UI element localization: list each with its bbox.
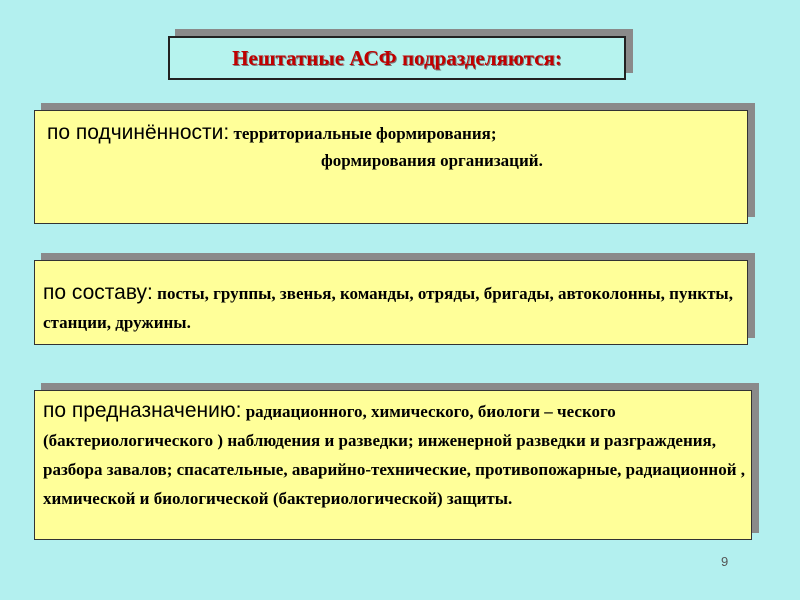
slide-title: Нештатные АСФ подразделяются: [232,45,562,70]
section-subordination [34,110,748,224]
section-purpose-text: радиационного, химического, биологи – ческого (бактериологического ) наблюдения и разведки; инженерной разведки и разграждения, разбора завалов; спасательные, аварийно-технические, противопожарные, радиационной , химической и биологической (бактериологической) защиты. [43,402,745,508]
section-subordination-line1 [47,121,497,145]
section-purpose-content [43,397,745,514]
section-composition [34,260,748,345]
slide-title-box [168,36,626,80]
section-composition-text: посты, группы, звенья, команды, отряды, бригады, автоколонны, пункты, станции, дружины. [43,284,733,332]
section-purpose-label: по предназначению: [43,399,242,422]
section-subordination-text1: территориальные формирования; [229,124,497,143]
section-purpose [34,390,752,540]
section-subordination-label: по подчинённости: [47,121,230,144]
section-composition-content [43,279,739,338]
page-number: 9 [721,554,729,569]
section-composition-label: по составу: [43,281,153,304]
section-subordination-text2: формирования организаций. [321,151,543,170]
